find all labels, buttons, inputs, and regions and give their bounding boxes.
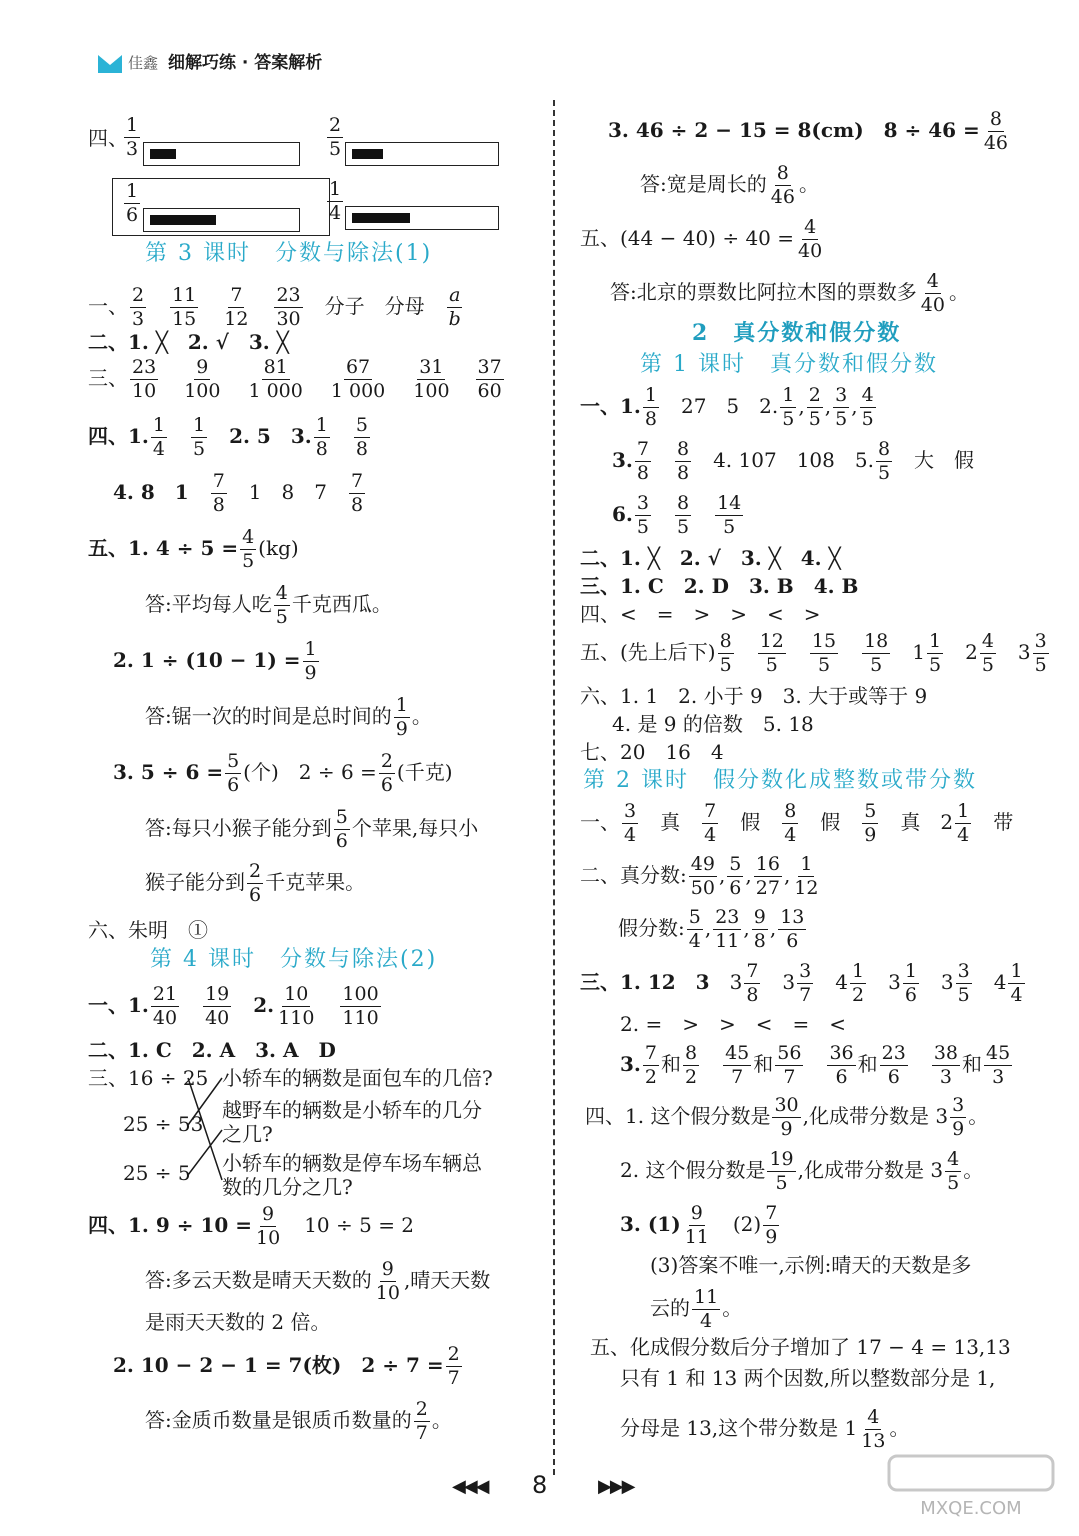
d3c-row-1: (3)答案不唯一,示例:晴天的天数是多 (650, 1253, 972, 1277)
r3-right-3b: 数的几分之几? (222, 1175, 353, 1199)
q5-3-row: 3. 5 ÷ 6 = $\frac{5}{6}$ (个) 2 ÷ 6 = $\frac{2}{6}$ (千克) (113, 750, 453, 796)
fraction-bar-4 (345, 206, 499, 230)
q5-2-answer: 答:锯一次的时间是总时间的 $\frac{1}{9}$ 。 (145, 694, 432, 740)
q5-1-answer: 答:平均每人吃 $\frac{4}{5}$ 千克西瓜。 (145, 582, 392, 628)
b6-row-2: 4. 是 9 的倍数 5. 18 (612, 712, 814, 736)
lesson-heading-r2: 第 2 课时 假分数化成整数或带分数 (583, 768, 977, 793)
lesson-heading-r1: 第 1 课时 真分数和假分数 (640, 352, 938, 377)
watermark-logo (881, 1452, 1061, 1522)
r4-answer-1: 答:多云天数是晴天天数的 $\frac{9}{10}$ ,晴天天数 (145, 1258, 491, 1304)
header-title: 细解巧练 · 答案解析 (168, 53, 323, 73)
a6-row: 6. $\frac{3}{5}$ $\frac{8}{5}$ $\frac{14}{5}$ (612, 492, 742, 538)
d2-row: 2. 这个假分数是 $\frac{19}{5}$ ,化成带分数是 3 $\frac{4}{5}$ 。 (620, 1148, 984, 1194)
prev-page-arrows[interactable]: ◀◀◀ (452, 1476, 488, 1497)
c3-row: 三、1. 12 3 3 $\frac{7}{8}$ 3 $\frac{3}{7}$ 4 $\frac{1}{2}$ 3 $\frac{1}{6}$ 3 $\frac{3}{5}$ 4 $\frac{1}{4}$ (580, 960, 1023, 1006)
matching-lines (185, 1070, 225, 1190)
q4-row-1: 四、1. $\frac{1}{4}$ $\frac{1}{5}$ 2. 5 3. $\frac{1}{8}$ $\frac{5}{8}$ (88, 414, 368, 460)
bar-4-fraction: $\frac{1}{4}$ (329, 178, 342, 224)
e-row-1: 五、化成假分数后分子增加了 17 − 4 = 13,13 (590, 1335, 1011, 1359)
bar-2-fraction: $\frac{2}{5}$ (329, 114, 342, 160)
p5-answer: 答:北京的票数比阿拉木图的票数多 $\frac{4}{40}$ 。 (610, 270, 969, 316)
r3-right-2b: 之几? (222, 1122, 273, 1146)
r3-right-2a: 越野车的辆数是小轿车的几分 (222, 1098, 482, 1122)
b2-row: 二、1. ╳ 2. √ 3. ╳ 4. ╳ (580, 546, 841, 570)
r4-2-row: 2. 10 − 2 − 1 = 7(枚) 2 ÷ 7 = $\frac{2}{7}$ (113, 1343, 460, 1389)
lesson-heading-4: 第 4 课时 分数与除法(2) (150, 947, 438, 972)
c2-row: 二、真分数: $\frac{49}{50}$ , $\frac{5}{6}$ , $\frac{16}{27}$ , $\frac{1}{12}$ (580, 853, 819, 899)
p5-row: 五、(44 − 40) ÷ 40 = $\frac{4}{40}$ (580, 216, 823, 262)
r3-left-2: 25 ÷ 53 (123, 1112, 204, 1136)
b3-row: 三、1. C 2. D 3. B 4. B (580, 574, 859, 598)
lesson-heading-3: 第 3 课时 分数与除法(1) (145, 241, 433, 266)
svg-text:MXQE.COM: MXQE.COM (920, 1498, 1022, 1519)
c2b-row: 假分数: $\frac{5}{4}$ , $\frac{23}{11}$ , $\frac{9}{8}$ , $\frac{13}{6}$ (618, 906, 805, 952)
r1-row: 一、1. $\frac{21}{40}$ $\frac{19}{40}$ 2. $\frac{10}{110}$ $\frac{100}{110}$ (88, 983, 379, 1029)
page-number: 8 (532, 1471, 548, 1499)
e-row-3: 分母是 13,这个带分数是 1 $\frac{4}{13}$ 。 (620, 1406, 910, 1452)
r3-left-1: 三、16 ÷ 25 (88, 1066, 209, 1090)
c3-3-row: 3. $\frac{7}{2}$ 和 $\frac{8}{2}$ $\frac{45}{7}$ 和 $\frac{56}{7}$ $\frac{36}{6}$ 和 $\frac{23}{6}$ $\frac{38}{3}$ 和 $\frac{45}{3}$ (620, 1042, 1011, 1088)
bar-fill (352, 149, 383, 159)
bar-fill (150, 215, 216, 225)
e-row-2: 只有 1 和 13 两个因数,所以整数部分是 1, (620, 1366, 996, 1390)
section-4-label: 四、 (88, 126, 128, 150)
q3-row: 三、 $\frac{23}{10}$ $\frac{9}{100}$ $\frac{81}{1 000}$ $\frac{67}{1 000}$ $\frac{31}{100}$ $\frac{37}{60}$ (88, 356, 502, 402)
r3-right-3a: 小轿车的辆数是停车场车辆总 (222, 1151, 482, 1175)
d3-row: 3. (1) $\frac{9}{11}$ (2) $\frac{7}{9}$ (620, 1202, 778, 1248)
q2-row: 二、1. ╳ 2. √ 3. ╳ (88, 330, 289, 354)
q4-row-2: 4. 8 1 $\frac{7}{8}$ 1 8 7 $\frac{7}{8}$ (113, 470, 364, 516)
fraction-bar-1 (143, 142, 300, 166)
p3-answer: 答:宽是周长的 $\frac{8}{46}$ 。 (640, 162, 819, 208)
bar-fill (352, 213, 410, 223)
c1-row: 一、 $\frac{3}{4}$ 真 $\frac{7}{4}$ 假 $\frac{8}{4}$ 假 $\frac{5}{9}$ 真 2 $\frac{1}{4}$ 带 (580, 800, 1014, 846)
bar-3-fraction: $\frac{1}{6}$ (126, 180, 139, 226)
q5-3-answer-2: 猴子能分到 $\frac{2}{6}$ 千克苹果。 (145, 860, 366, 906)
column-divider (553, 100, 555, 1475)
b5-row: 五、(先上后下) $\frac{8}{5}$ $\frac{12}{5}$ $\frac{15}{5}$ $\frac{18}{5}$ 1 $\frac{1}{5}$ 2 $\frac{4}{5}$ 3 $\frac{3}{5}$ (580, 630, 1047, 676)
r3-right-1: 小轿车的辆数是面包车的几倍? (222, 1066, 493, 1090)
r4-2-answer: 答:金质币数量是银质币数量的 $\frac{2}{7}$ 。 (145, 1398, 452, 1444)
bar-fill (150, 149, 176, 159)
b7-row: 七、20 16 4 (580, 740, 724, 764)
p3-row: 3. 46 ÷ 2 − 15 = 8(cm) 8 ÷ 46 = $\frac{8}{46}$ (608, 108, 1008, 154)
d1-row: 四、1. 这个假分数是 $\frac{30}{9}$ ,化成带分数是 3 $\frac{3}{9}$ 。 (585, 1094, 989, 1140)
next-page-arrows[interactable]: ▶▶▶ (598, 1476, 634, 1497)
q5-1-row: 五、1. 4 ÷ 5 = $\frac{4}{5}$ (kg) (88, 526, 299, 572)
fraction-bar-3 (143, 208, 300, 232)
a3-row: 3. $\frac{7}{8}$ $\frac{8}{8}$ 4. 107 108 5. $\frac{8}{5}$ 大 假 (612, 438, 975, 484)
q1-row: 一、 $\frac{2}{3}$ $\frac{11}{15}$ $\frac{7}{12}$ $\frac{23}{30}$ 分子 分母 $\frac{a}{b}$ (88, 284, 461, 330)
q6-row: 六、朱明 ① (88, 918, 208, 942)
d3c-row-2: 云的 $\frac{11}{4}$ 。 (650, 1286, 743, 1332)
b6-row-1: 六、1. 1 2. 小于 9 3. 大于或等于 9 (580, 684, 928, 708)
r4-1-row: 四、1. 9 ÷ 10 = $\frac{9}{10}$ 10 ÷ 5 = 2 (88, 1203, 415, 1249)
r2-row: 二、1. C 2. A 3. A D (88, 1038, 336, 1062)
q5-2-row: 2. 1 ÷ (10 − 1) = $\frac{1}{9}$ (113, 638, 317, 684)
r4-answer-2: 是雨天天数的 2 倍。 (145, 1310, 331, 1334)
r3-left-3: 25 ÷ 5 (123, 1161, 191, 1185)
b4-row: 四、< = > > < > (580, 602, 821, 626)
q5-3-answer-1: 答:每只小猴子能分到 $\frac{5}{6}$ 个苹果,每只小 (145, 806, 479, 852)
unit-heading: 2 真分数和假分数 (692, 320, 902, 346)
brand-name: 佳鑫 (128, 54, 159, 72)
brand-logo-icon (96, 51, 124, 75)
a1-row: 一、1. $\frac{1}{8}$ 27 5 2. $\frac{1}{5}$ , $\frac{2}{5}$ , $\frac{3}{5}$ , $\frac{4}{5}$ (580, 384, 874, 430)
bar-1-fraction: $\frac{1}{3}$ (126, 114, 139, 160)
fraction-bar-2 (345, 142, 499, 166)
c3-2-row: 2. = > > < = < (620, 1012, 846, 1036)
